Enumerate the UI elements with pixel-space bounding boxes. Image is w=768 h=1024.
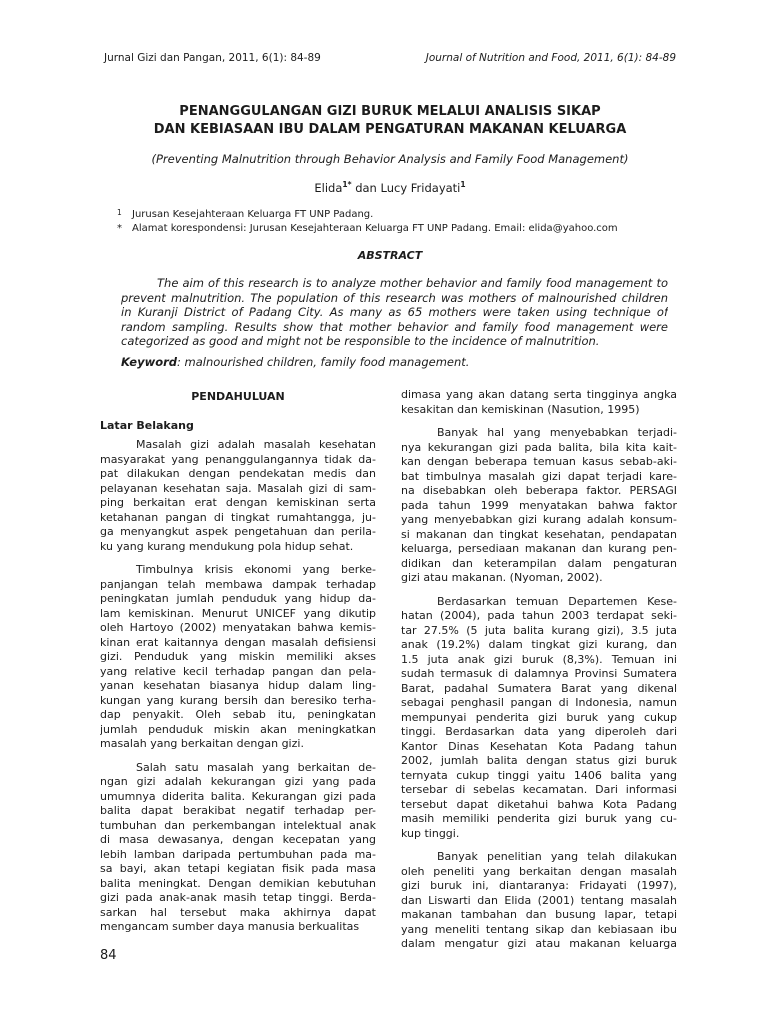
keywords bbox=[121, 355, 668, 369]
affiliations bbox=[117, 208, 677, 236]
correspondence-text: Alamat korespondensi: Jurusan Kesejahteraan Keluarga FT UNP Padang. Email: elida@yahoo.com bbox=[132, 223, 618, 234]
keyword-text: : malnourished children, family food management. bbox=[177, 355, 470, 369]
text-line: kesakitan dan kemiskinan (Nasution, 1995) bbox=[401, 402, 640, 416]
section-heading-pendahuluan: PENDAHULUAN bbox=[191, 390, 285, 403]
paragraph bbox=[401, 388, 677, 417]
text-line: gizi buruk ini, diantaranya: Fridayati (1997), bbox=[401, 879, 677, 892]
text-line: Banyak penelitian yang telah dilakukan bbox=[437, 850, 677, 863]
text-line: yang menyebabkan gizi kurang adalah konsum- bbox=[401, 513, 677, 526]
text-line: Kantor Dinas Kesehatan Kota Padang tahun bbox=[401, 739, 677, 753]
text-line: nya kekurangan gizi pada balita, bila kita kait- bbox=[401, 440, 677, 454]
text-line: ga menyangkut aspek pengetahuan dan perila- bbox=[100, 525, 376, 538]
title-line-1: PENANGGULANGAN GIZI BURUK MELALUI ANALISIS SIKAP bbox=[179, 104, 601, 119]
text-line: kungan yang kurang bersih dan beresiko terha- bbox=[100, 693, 376, 707]
journal-header-english: Journal of Nutrition and Food, 2011, 6(1): 84-89 bbox=[425, 52, 676, 64]
title-line-2: DAN KEBIASAAN IBU DALAM PENGATURAN MAKANAN KELUARGA bbox=[153, 122, 627, 137]
text-line: sarkan hal tersebut maka akhirnya dapat bbox=[100, 905, 376, 919]
text-line: gizi. Penduduk yang miskin memiliki akses bbox=[100, 650, 376, 663]
text-line: 1.5 juta anak gizi buruk (8,3%). Temuan ini bbox=[401, 652, 677, 666]
text-line: anak (19.2%) dalam tingkat gizi kurang, dan bbox=[401, 638, 677, 651]
paragraph bbox=[100, 438, 376, 554]
text-line: didikan dan keterampilan dalam pengaturan bbox=[401, 556, 677, 570]
text-line: oleh peneliti yang berkaitan dengan masalah bbox=[401, 864, 677, 878]
text-line: Banyak hal yang menyebabkan terjadi- bbox=[437, 426, 677, 439]
journal-header-indonesian: Jurnal Gizi dan Pangan, 2011, 6(1): 84-89 bbox=[104, 52, 321, 64]
paragraph bbox=[401, 426, 677, 586]
text-line: jumlah penduduk miskin akan meningkatkan bbox=[100, 722, 376, 736]
text-line: gizi pada anak-anak masih tetap tinggi. Berda- bbox=[100, 891, 376, 904]
text-line: gizi atau makanan. (Nyoman, 2002). bbox=[401, 571, 603, 584]
text-line: ketahanan pangan di tingkat rumahtangga, ju- bbox=[100, 510, 376, 524]
text-line: ngan gizi adalah kekurangan gizi yang pada bbox=[100, 775, 376, 788]
subsection-heading-latar-belakang: Latar Belakang bbox=[100, 418, 194, 432]
text-line: na disebabkan oleh beberapa faktor. PERSAGI bbox=[401, 484, 677, 497]
text-line: dalam mengatur gizi atau makanan keluarga bbox=[401, 937, 677, 950]
text-line: makanan tambahan dan busung lapar, tetapi bbox=[401, 908, 677, 921]
text-line: lebih lamban daripada pertumbuhan pada ma- bbox=[100, 847, 376, 861]
paragraph bbox=[100, 761, 376, 935]
article-title bbox=[100, 103, 680, 139]
paragraph bbox=[401, 850, 677, 952]
affiliation-mark: 1 bbox=[117, 208, 122, 217]
text-line: yang meneliti tentang sikap dan kebiasaan ibu bbox=[401, 922, 677, 936]
text-line: pada tahun 1999 menyatakan bahwa faktor bbox=[401, 498, 677, 512]
text-line: balita meningkat. Dengan demikian kebutuhan bbox=[100, 876, 376, 890]
paragraph bbox=[100, 563, 376, 752]
text-line: keluarga, persediaan makanan dan kurang pen- bbox=[401, 542, 677, 555]
text-line: pelayanan kesehatan saja. Masalah gizi di sam- bbox=[100, 481, 376, 495]
abstract-line: random sampling. Results show that mother behavior and family food management were bbox=[121, 319, 668, 334]
abstract-body bbox=[121, 276, 668, 349]
text-line: mempunyai penderita gizi buruk yang cukup bbox=[401, 710, 677, 724]
text-line: tar 27.5% (5 juta balita kurang gizi), 3.5 juta bbox=[401, 623, 677, 637]
author-1-name: Elida bbox=[314, 180, 343, 195]
text-line: sa bayi, akan tetapi kegiatan fisik pada masa bbox=[100, 862, 376, 875]
text-line: peningkatan jumlah penduduk yang hidup da- bbox=[100, 592, 376, 605]
text-line: hatan (2004), pada tahun 2003 terdapat seki- bbox=[401, 609, 677, 622]
author-1-superscript: 1* bbox=[342, 180, 352, 189]
text-line: 2002, jumlah balita dengan status gizi buruk bbox=[401, 754, 677, 767]
author-line bbox=[100, 180, 680, 195]
author-conjunction: dan bbox=[351, 180, 381, 195]
text-line: umumnya diderita balita. Kekurangan gizi pada bbox=[100, 789, 376, 803]
right-column bbox=[401, 388, 677, 961]
text-line: tersebar di sebelas kecamatan. Dari informasi bbox=[401, 783, 677, 796]
text-line: kinan erat kaitannya dengan masalah defisiensi bbox=[100, 635, 376, 649]
text-line: bat timbulnya masalah gizi dapat terjadi kare- bbox=[401, 469, 677, 483]
author-2-superscript: 1 bbox=[460, 180, 466, 189]
affiliation-item bbox=[117, 222, 677, 236]
text-line: masih memiliki penderita gizi buruk yang cu- bbox=[401, 812, 677, 825]
text-line: Salah satu masalah yang berkaitan de- bbox=[136, 760, 376, 774]
abstract-line: in Kuranji District of Padang City. As many as 65 mothers were taken using technique of bbox=[121, 305, 668, 319]
text-line: pat dilakukan dengan pendekatan medis dan bbox=[100, 467, 376, 480]
abstract-line: The aim of this research is to analyze mother behavior and family food management to bbox=[157, 276, 668, 290]
text-line: lam kemiskinan. Menurut UNICEF yang dikutip bbox=[100, 606, 376, 620]
abstract-line: categorized as good and might not be responsible to the incidence of malnutrition. bbox=[121, 334, 600, 348]
author-2-name: Lucy Fridayati bbox=[380, 180, 461, 195]
text-line: mengancam sumber daya manusia berkualitas bbox=[100, 920, 360, 933]
text-line: masalah yang berkaitan dengan gizi. bbox=[100, 737, 304, 750]
text-line: yang relative kecil terhadap pangan dan pela- bbox=[100, 664, 376, 678]
affiliation-text: Jurusan Kesejahteraan Keluarga FT UNP Padang. bbox=[132, 209, 374, 220]
text-line: sebagai penghasil pangan di Indonesia, namun bbox=[401, 696, 677, 709]
text-line: di masa dewasanya, dengan kecepatan yang bbox=[100, 833, 376, 846]
text-line: ku yang kurang mendukung pola hidup sehat. bbox=[100, 539, 354, 553]
page-number: 84 bbox=[100, 948, 117, 963]
article-subtitle: (Preventing Malnutrition through Behavior Analysis and Family Food Management) bbox=[151, 152, 629, 166]
text-line: ping berkaitan erat dengan kemiskinan serta bbox=[100, 496, 376, 509]
text-line: Timbulnya krisis ekonomi yang berke- bbox=[136, 563, 376, 576]
text-line: masyarakat yang penanggulangannya tidak da- bbox=[100, 452, 376, 466]
paragraph bbox=[401, 595, 677, 842]
keyword-label: Keyword bbox=[121, 355, 178, 369]
text-line: dimasa yang akan datang serta tingginya angka bbox=[401, 388, 677, 401]
abstract-heading: ABSTRACT bbox=[357, 249, 423, 262]
text-line: tinggi. Berdasarkan data yang diperoleh dari bbox=[401, 725, 677, 738]
text-line: oleh Hartoyo (2002) menyatakan bahwa kemis- bbox=[100, 621, 376, 634]
text-line: dap penyakit. Oleh sebab itu, peningkatan bbox=[100, 708, 376, 721]
running-header bbox=[104, 52, 676, 68]
text-line: sudah termasuk di dalamnya Provinsi Sumatera bbox=[401, 667, 677, 680]
text-line: Masalah gizi adalah masalah kesehatan bbox=[136, 438, 376, 451]
text-line: yanan kesehatan biasanya hidup dalam ling- bbox=[100, 679, 376, 692]
text-line: Berdasarkan temuan Departemen Kese- bbox=[437, 594, 677, 608]
text-line: si makanan dan tingkat kesehatan, pendapatan bbox=[401, 527, 677, 541]
text-line: kan dengan beberapa temuan kasus sebab-aki- bbox=[401, 455, 677, 468]
text-line: dan Liswarti dan Elida (2001) tentang masalah bbox=[401, 893, 677, 907]
text-line: Barat, padahal Sumatera Barat yang dikenal bbox=[401, 681, 677, 695]
affiliation-mark: * bbox=[117, 223, 122, 234]
text-line: tersebut dapat diketahui bahwa Kota Padang bbox=[401, 797, 677, 811]
affiliation-item bbox=[117, 208, 677, 222]
text-line: balita dapat berakibat negatif terhadap per- bbox=[100, 804, 376, 817]
text-line: panjangan telah membawa dampak terhadap bbox=[100, 577, 376, 591]
text-line: kup tinggi. bbox=[401, 826, 460, 840]
left-column bbox=[100, 390, 376, 944]
abstract-line: prevent malnutrition. The population of this research was mothers of malnourished children bbox=[121, 290, 668, 305]
text-line: ternyata cukup tinggi yaitu 1406 balita yang bbox=[401, 768, 677, 782]
text-line: tumbuhan dan perkembangan intelektual anak bbox=[100, 818, 376, 832]
